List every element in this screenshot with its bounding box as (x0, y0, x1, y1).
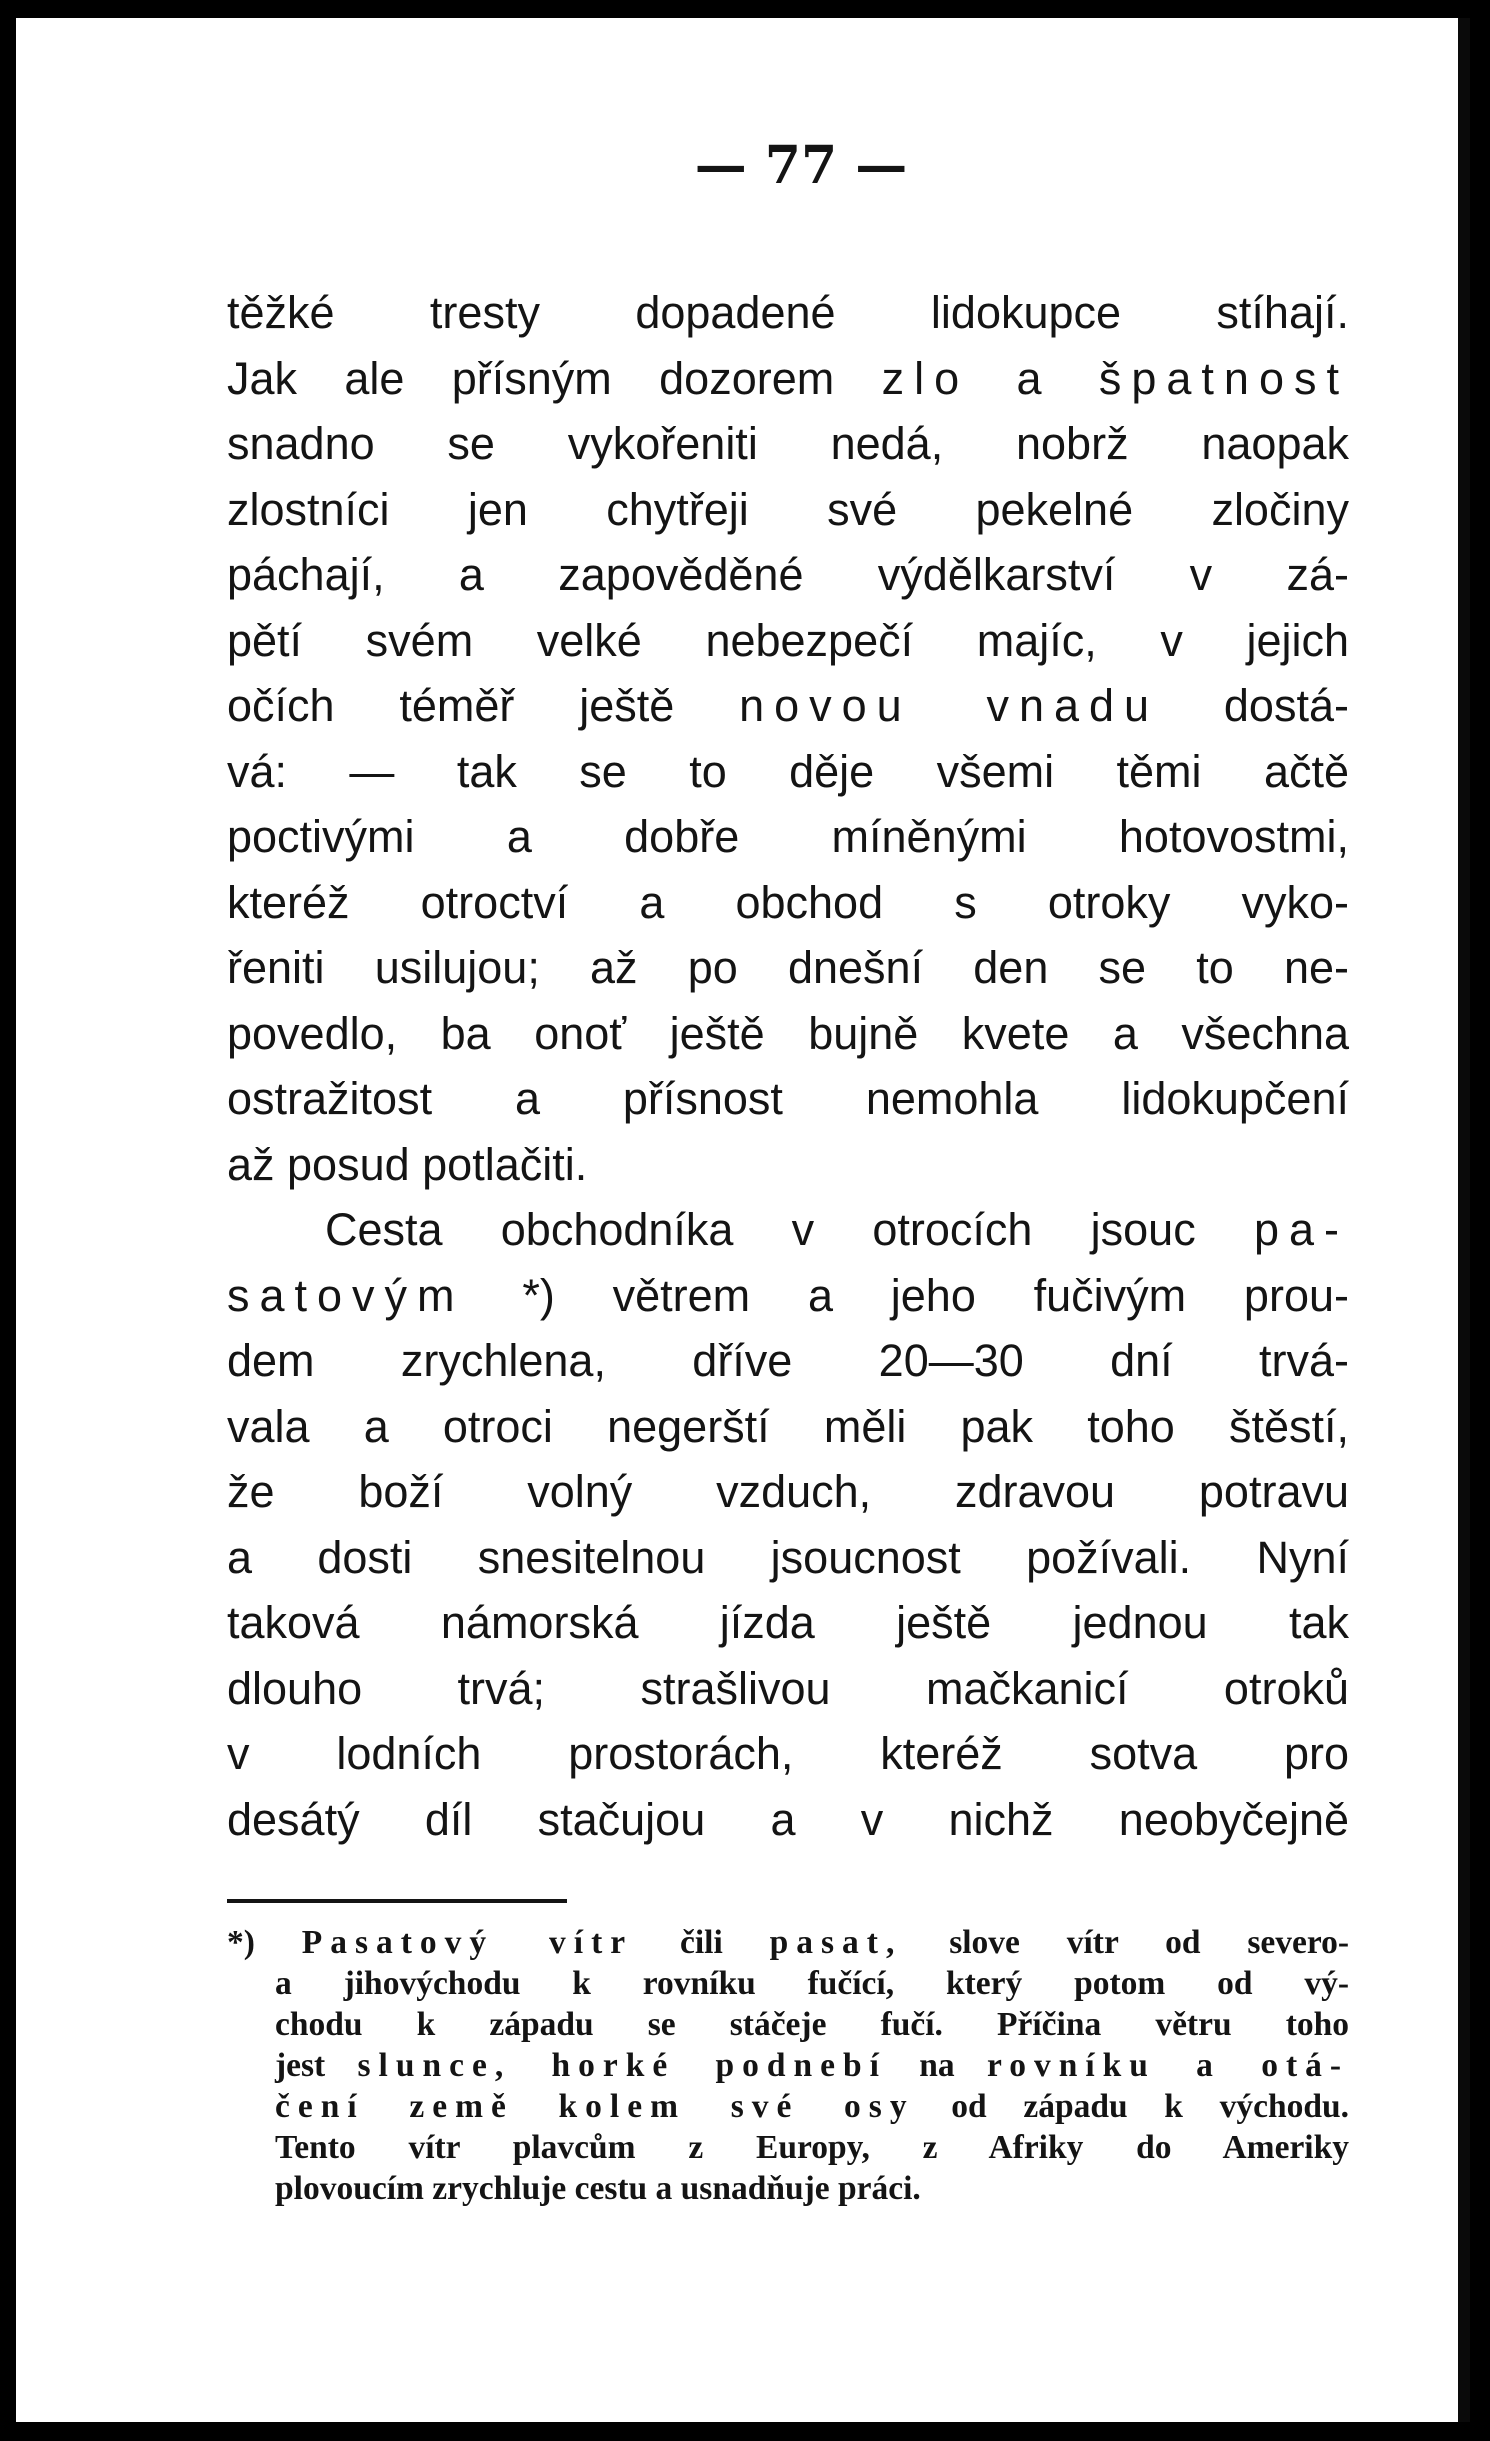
text-line: taková námorská jízda ještě jednou tak (227, 1597, 1349, 1648)
main-text (227, 280, 1349, 1852)
text-line (227, 1263, 1349, 1329)
spaced-word: špatnost (1098, 352, 1349, 404)
text-segment: *) větrem a jeho fučivým prou- (522, 1269, 1349, 1321)
text-line: řeniti usilujou; až po dnešní den se to ne- (227, 942, 1349, 993)
footnote-line (227, 1922, 1349, 1963)
text-line: až posud potlačiti. (227, 1138, 588, 1190)
text-line: dlouho trvá; strašlivou mačkanicí otroků (227, 1662, 1349, 1714)
text-line: desátý díl stačujou a v nichž neobyčejně (227, 1793, 1349, 1845)
footnote-line: chodu k západu se stáčeje fučí. Příčina větru toho (275, 2006, 1349, 2043)
footnote-rule (227, 1899, 567, 1903)
text-segment: na (919, 2047, 955, 2084)
footnote-line: Tento vítr plavcům z Europy, z Afriky do Ameriky (275, 2129, 1349, 2166)
footnote-line (227, 2045, 1349, 2086)
text-segment: očích téměř ještě (227, 680, 675, 731)
text-line: snadno se vykořeniti nedá, nobrž naopak (227, 418, 1349, 469)
text-line: že boží volný vzduch, zdravou potravu (227, 1466, 1349, 1517)
text-line: a dosti snesitelnou jsoucnost požívali. Nyní (227, 1531, 1349, 1583)
text-line: dem zrychlena, dříve 20—30 dní trvá- (227, 1335, 1349, 1386)
text-segment: Jak ale přísným dozorem (227, 352, 835, 404)
text-line: zlostníci jen chytřeji své pekelné zločiny (227, 483, 1349, 535)
footnote-line: a jihovýchodu k rovníku fučící, který potom od vý- (275, 1965, 1349, 2002)
spaced-word: Pasatový vítr (301, 1924, 634, 1961)
text-segment: Cesta obchodníka v otrocích jsouc (325, 1204, 1196, 1255)
footnote-marker: *) (227, 1924, 255, 1961)
text-line: vala a otroci negerští měli pak toho štěstí, (227, 1400, 1349, 1452)
text-line (227, 346, 1349, 412)
text-line: těžké tresty dopadené lidokupce stíhají. (227, 287, 1349, 338)
footnote-line: plovoucím zrychluje cestu a usnadňuje práci. (275, 2170, 921, 2207)
text-segment: slove vítr od severo- (949, 1924, 1350, 1961)
text-line: v lodních prostorách, kteréž sotva pro (227, 1728, 1349, 1779)
text-segment: od západu k východu. (951, 2088, 1349, 2125)
text-line: vá: — tak se to děje všemi těmi ačtě (227, 745, 1349, 797)
spaced-word: čení země kolem své osy (275, 2088, 915, 2125)
spaced-word: a (1016, 352, 1052, 404)
scan-edge (1458, 18, 1470, 2422)
footnote (227, 1922, 1349, 2209)
text-segment: jest (275, 2047, 326, 2084)
text-line: povedlo, ba onoť ještě bujně kvete a všechna (227, 1007, 1349, 1059)
text-line: poctivými a dobře míněnými hotovostmi, (227, 811, 1349, 862)
text-line (227, 1197, 1349, 1263)
page-number: — 77 — (694, 135, 908, 196)
text-line: kteréž otroctví a obchod s otroky vyko- (227, 876, 1349, 928)
text-line: ostražitost a přísnost nemohla lidokupčení (227, 1073, 1349, 1124)
spaced-word: pasat, (769, 1924, 903, 1961)
footnote-line (227, 2086, 1349, 2127)
spaced-word: rovníku a otá- (986, 2047, 1350, 2084)
text-segment: dostá- (1223, 680, 1349, 731)
spaced-word: pa- (1253, 1204, 1349, 1255)
text-line (227, 673, 1349, 739)
spaced-word: satovým (227, 1269, 465, 1321)
text-line: páchají, a zapověděné výdělkarství v zá- (227, 549, 1349, 600)
text-segment: čili (679, 1924, 723, 1961)
text-line: pětí svém velké nebezpečí majíc, v jejich (227, 614, 1349, 666)
spaced-word: zlo (881, 352, 970, 404)
spaced-word: novou vnadu (739, 680, 1160, 731)
spaced-word: slunce, horké podnebí (357, 2047, 887, 2084)
